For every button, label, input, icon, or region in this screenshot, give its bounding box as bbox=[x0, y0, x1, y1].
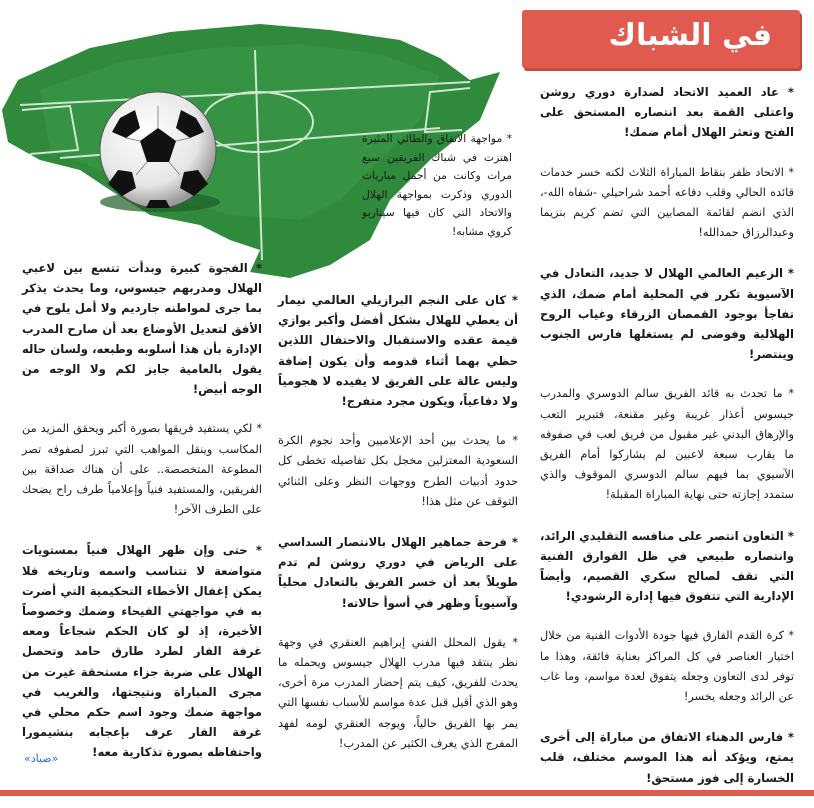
paragraph: * حتى وإن ظهر الهلال فنياً بمستويات متواضعة لا تتناسب واسمه وتاريخه فلا يمكن إغفال الأخطاء التحكيمية التي أضرت به في مواجهتي الفيحاء وضمك وخصوصاً الأخيرة، إذ لو كان الحكم شجاعاً ومعه غرفة الفار لطرد طارق حامد وتحصل الهلال على ضربة جزاء مستحقة غيرت من مجرى المباراة ونتيجتها، والغريب في مواجهة ضمك وجود اسم حكم محلي في غرفة الفار عرف بإعجابه بنشيمورا واحتفاظه بصورة تذكارية معه! bbox=[22, 543, 262, 760]
middle-column bbox=[278, 290, 518, 774]
paragraph: * الفجوة كبيرة وبدأت تتسع بين لاعبي الهلال ومدربهم جيسوس، وما يحدث يذكر بما جرى لمواطنه جارديم ولا أمل يلوح في الأفق لتعديل الأوضاع بعد أن صارح المدرب الإدارة بأن هذا أسلوبه وطبعه، ولسان حاله يقول بالعامية جايز لكم ولا الوجه من الوجه أبيض! bbox=[22, 261, 262, 397]
section-banner bbox=[522, 10, 800, 68]
left-column bbox=[22, 258, 262, 783]
right-column bbox=[540, 82, 794, 808]
middle-top-column bbox=[362, 130, 512, 262]
section-title: في الشباك bbox=[608, 18, 772, 53]
paragraph: * فارس الدهناء الاتفاق من مباراة إلى أخرى يمتع، ويؤكد أنه هذا الموسم مختلف، قلب الخسارة إلى فوز مستحق! bbox=[540, 730, 794, 785]
paragraph: * التعاون انتصر على منافسه التقليدي الرائد، وانتصاره طبيعي في ظل الفوارق الفنية التي تقف لصالح سكري القصيم، وأيضاً الإدارية التي تتفوق فيها إدارة الرشودي! bbox=[540, 528, 794, 604]
paragraph: * عاد العميد الاتحاد لصدارة دوري روشن واعتلى القمة بعد انتصاره المستحق على الفتح وتعثر الهلال أمام ضمك! bbox=[540, 85, 794, 140]
paragraph: * يقول المحلل الفني إبراهيم العنقري في وجهة نظر ينتقد فيها مدرب الهلال جيسوس ويحمله ما يحدث للفريق، كيف يتم إحضار المدرب مرة أخرى، وهو الذي أقيل قبل عدة مواسم للأسباب نفسها التي يمر بها الفريق حالياً، ويوجه العنقري لومه لفهد المفرج الذي يعرف الكثير عن المدرب! bbox=[278, 635, 518, 750]
paragraph: * الاتحاد ظفر بنقاط المباراة الثلاث لكنه خسر خدمات قائده الحالي وقلب دفاعه أحمد شراحيلي -شفاه الله-، الذي انضم لقائمة المصابين التي تضم كريم بنزيما وعبدالرزاق حمدالله! bbox=[540, 165, 794, 240]
bottom-accent-bar bbox=[0, 790, 814, 796]
paragraph: * الزعيم العالمي الهلال لا جديد، التعادل في الآسيوية تكرر في المحلية أمام ضمك، الذي تفاجأ بوجود القمصان الزرقاء وغياب الروح الهلالية وفوضى لم يستغلها فارس الجنوب وينتصر! bbox=[540, 266, 794, 362]
paragraph: * كرة القدم الفارق فيها جودة الأدوات الفنية من خلال اختيار العناصر في كل المراكز بعناية فائقة، وهذا ما توفر لدى التعاون وجعله يتفوق لعدة مواسم، وما غاب عن الرائد وجعله يخسر! bbox=[540, 629, 794, 704]
paragraph: * ما تحدث به قائد الفريق سالم الدوسري والمدرب جيسوس أعذار غريبة وغير مقنعة، فتبرير التعب والإرهاق البدني غير مقبول من فريق لعب في صفوفه ما يقارب سبعة لاعبين لم يشاركوا أمام الفريق الآسيوي بما فيهم سالم الدوسري الموقوف والذي ستمدد إجازته حتى نهاية المباراة المقبلة! bbox=[540, 387, 794, 502]
author-signature: «صياد» bbox=[24, 752, 59, 765]
paragraph: * كان على النجم البرازيلي العالمي نيمار أن يعطي للهلال بشكل أفضل وأكبر يوازي قيمة عقده والاستقبال والاحتفال اللذين حظي بهما أثناء قدومه وأن يكون إضافة وليس عالة على الفريق لا يفيده لا هجومياً ولا دفاعياً، ويكون مجرد متفرج! bbox=[278, 293, 518, 409]
football-ball bbox=[100, 92, 216, 208]
paragraph: * مواجهة الاتفاق والطائي المثيرة اهتزت في شباك الفريقين سبع مرات وكانت من أجمل مباريات الدوري وذكرت بمواجهة الهلال والاتحاد التي كان فيها سيناريو كروي مشابه! bbox=[362, 132, 512, 238]
paragraph: * ما يحدث بين أحد الإعلاميين وأحد نجوم الكرة السعودية المعتزلين مخجل بكل تفاصيله تخطى كل حدود أدبيات الطرح ووجهات النظر وعلى الثنائي التوقف عن مثل هذا! bbox=[278, 434, 518, 508]
paragraph: * لكي يستفيد فريقها بصورة أكبر ويحقق المزيد من المكاسب وينقل المواهب التي تبرز لصفوفه تصر المطوعة المتخصصة.. على أن هناك صداقة بين الفريقين، والمستفيد فنياً وإعلامياً طرف راح يضحك على الطرف الآخر! bbox=[22, 422, 262, 517]
paragraph: * فرحة جماهير الهلال بالانتصار السداسي على الرياض في دوري روشن لم تدم طويلاً بعد أن خسر الفريق بالتعادل محلياً وآسيوياً وظهر في أسوأ حالاته! bbox=[278, 535, 518, 610]
